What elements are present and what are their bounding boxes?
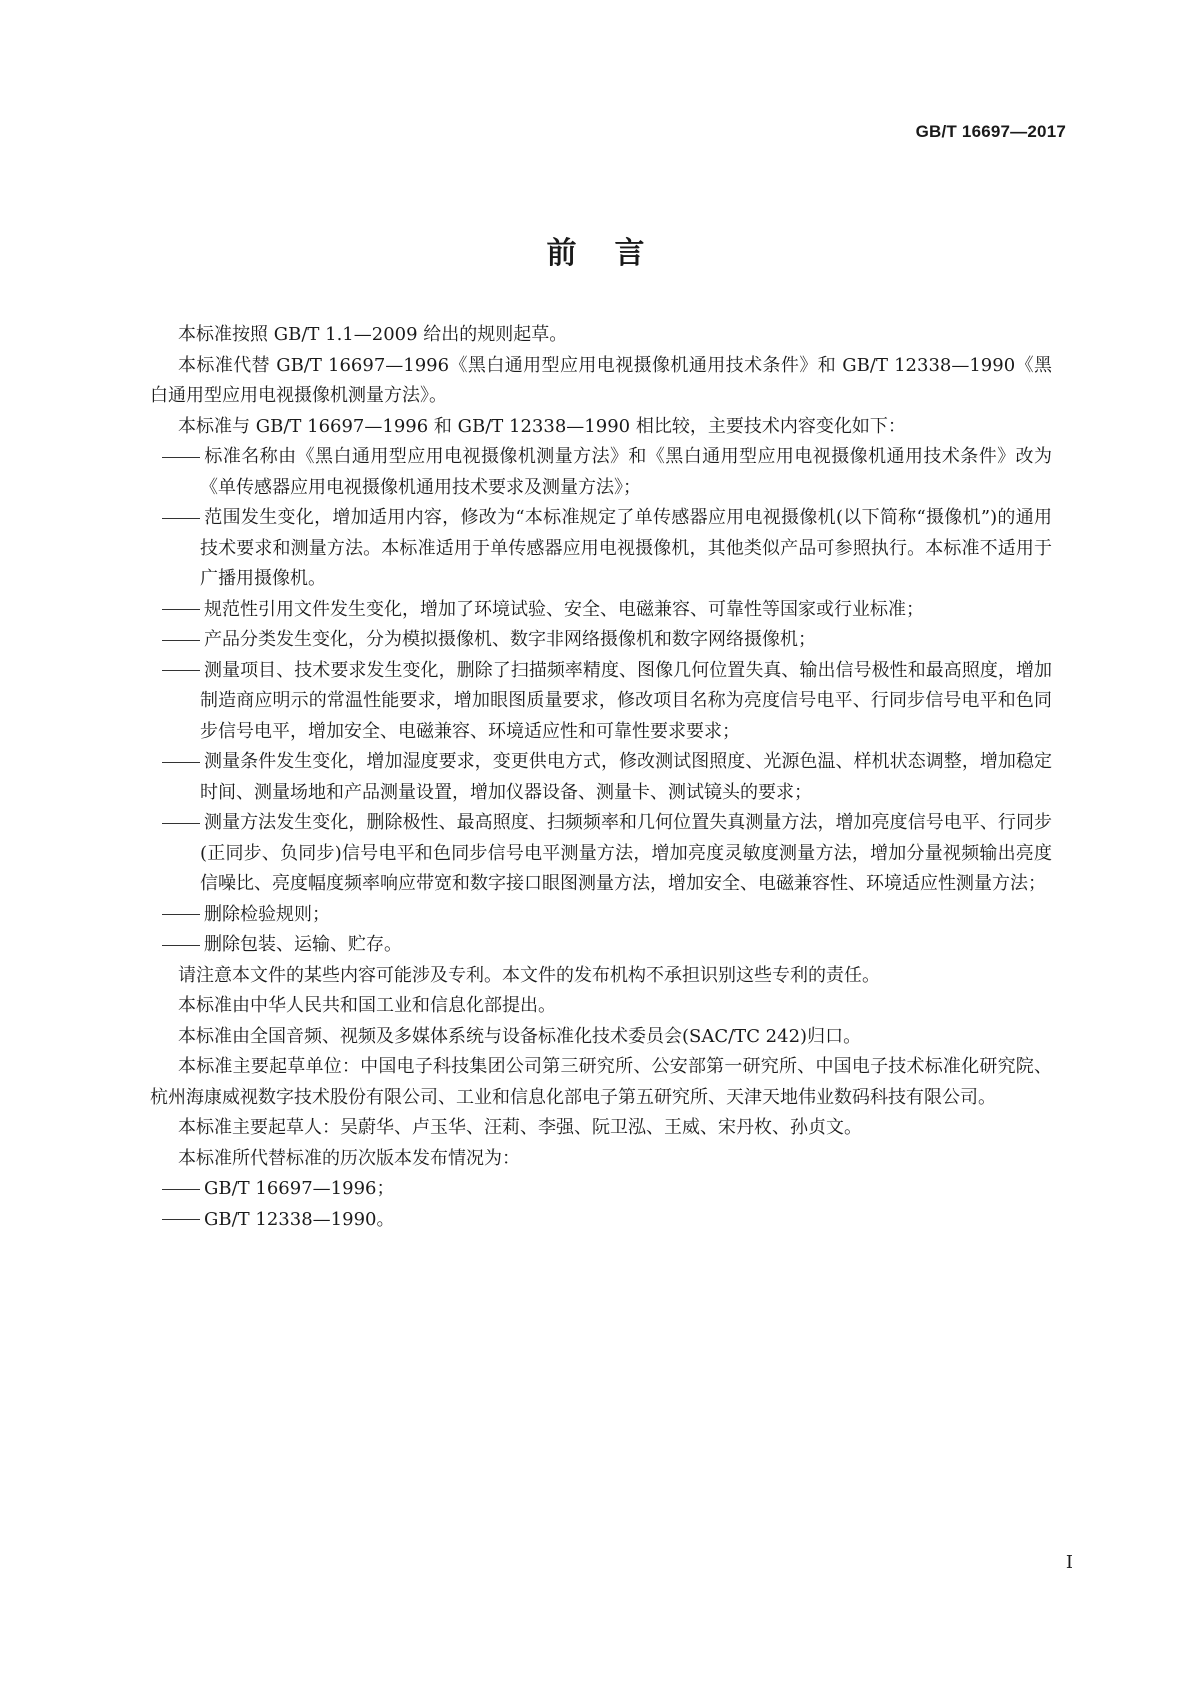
change-item-text: 产品分类发生变化，分为模拟摄像机、数字非网络摄像机和数字网络摄像机； bbox=[204, 629, 816, 650]
page-number: I bbox=[1065, 1552, 1073, 1573]
change-item bbox=[150, 595, 1052, 626]
paragraph-proposed-by: 本标准由中华人民共和国工业和信息化部提出。 bbox=[178, 995, 556, 1016]
change-item bbox=[150, 930, 1052, 961]
change-item bbox=[150, 900, 1052, 931]
document-body bbox=[150, 320, 1052, 1235]
dash-mark bbox=[162, 457, 200, 458]
change-item bbox=[150, 656, 1052, 748]
change-item-text: 规范性引用文件发生变化，增加了环境试验、安全、电磁兼容、可靠性等国家或行业标准； bbox=[204, 598, 924, 620]
dash-mark bbox=[162, 762, 200, 763]
change-item bbox=[150, 808, 1052, 900]
dash-mark bbox=[162, 670, 200, 671]
paragraph-drafting-units: 本标准主要起草单位：中国电子科技集团公司第三研究所、公安部第一研究所、中国电子技术标准化研究院、杭州海康威视数字技术股份有限公司、工业和信息化部电子第五研究所、天津天地伟业数码科技有限公司。 bbox=[150, 1056, 1052, 1108]
page-title: 前言 bbox=[546, 236, 683, 271]
history-item bbox=[150, 1174, 1052, 1205]
paragraph-history-intro: 本标准所代替标准的历次版本发布情况为： bbox=[178, 1147, 520, 1169]
paragraph-replaces: 本标准代替 GB/T 16697—1996《黑白通用型应用电视摄像机通用技术条件》和 GB/T 12338—1990《黑白通用型应用电视摄像机测量方法》。 bbox=[150, 354, 1052, 406]
paragraph-technical-committee: 本标准由全国音频、视频及多媒体系统与设备标准化技术委员会(SAC/TC 242)归口。 bbox=[178, 1025, 862, 1047]
dash-mark bbox=[162, 640, 200, 641]
dash-mark bbox=[162, 1219, 200, 1220]
history-item bbox=[150, 1205, 1052, 1236]
change-item-text: 删除检验规则； bbox=[204, 903, 330, 925]
standard-code: GB/T 16697—2017 bbox=[915, 122, 1066, 141]
change-item-text: 删除包装、运输、贮存。 bbox=[204, 934, 402, 955]
change-item bbox=[150, 503, 1052, 595]
dash-mark bbox=[162, 609, 200, 610]
change-item bbox=[150, 747, 1052, 808]
change-item bbox=[150, 442, 1052, 503]
change-item-text: 测量项目、技术要求发生变化，删除了扫描频率精度、图像几何位置失真、输出信号极性和最高照度，增加制造商应明示的常温性能要求，增加眼图质量要求，修改项目名称为亮度信号电平、行同步信号电平和色同步信号电平，增加安全、电磁兼容、环境适应性和可靠性要求要求； bbox=[200, 659, 1052, 742]
paragraph-drafters: 本标准主要起草人：吴蔚华、卢玉华、汪莉、李强、阮卫泓、王威、宋丹枚、孙贞文。 bbox=[178, 1117, 862, 1138]
paragraph-drafting-rules: 本标准按照 GB/T 1.1—2009 给出的规则起草。 bbox=[178, 324, 568, 345]
paragraph-changes-intro: 本标准与 GB/T 16697—1996 和 GB/T 12338—1990 相比较，主要技术内容变化如下： bbox=[178, 415, 906, 437]
change-item-text: 范围发生变化，增加适用内容，修改为“本标准规定了单传感器应用电视摄像机(以下简称“摄像机”)的通用技术要求和测量方法。本标准适用于单传感器应用电视摄像机，其他类似产品可参照执行。本标准不适用于广播用摄像机。 bbox=[200, 507, 1052, 589]
change-item-text: 标准名称由《黑白通用型应用电视摄像机测量方法》和《黑白通用型应用电视摄像机通用技术条件》改为《单传感器应用电视摄像机通用技术要求及测量方法》； bbox=[200, 446, 1052, 498]
dash-mark bbox=[162, 518, 200, 519]
dash-mark bbox=[162, 945, 200, 946]
history-item-text: GB/T 16697—1996； bbox=[204, 1178, 395, 1199]
dash-mark bbox=[162, 914, 200, 915]
history-item-text: GB/T 12338—1990。 bbox=[204, 1208, 395, 1230]
change-item-text: 测量方法发生变化，删除极性、最高照度、扫频频率和几何位置失真测量方法，增加亮度信号电平、行同步(正同步、负同步)信号电平和色同步信号电平测量方法，增加亮度灵敏度测量方法，增加分量视频输出亮度信噪比、亮度幅度频率响应带宽和数字接口眼图测量方法，增加安全、电磁兼容性、环境适应性测量方法； bbox=[200, 812, 1052, 894]
dash-mark bbox=[162, 1189, 200, 1190]
paragraph-patent-notice: 请注意本文件的某些内容可能涉及专利。本文件的发布机构不承担识别这些专利的责任。 bbox=[178, 964, 880, 986]
dash-mark bbox=[162, 823, 200, 824]
change-item-text: 测量条件发生变化，增加湿度要求，变更供电方式，修改测试图照度、光源色温、样机状态调整，增加稳定时间、测量场地和产品测量设置，增加仪器设备、测量卡、测试镜头的要求； bbox=[200, 751, 1052, 803]
change-item bbox=[150, 625, 1052, 656]
